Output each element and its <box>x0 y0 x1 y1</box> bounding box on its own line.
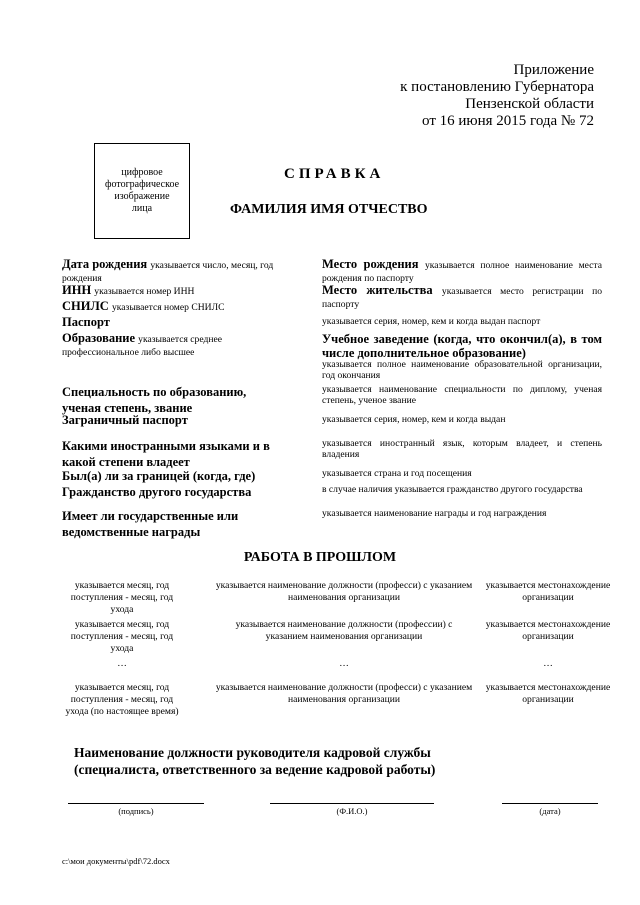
residence-hint: указывается место регистрации по паспорту <box>322 286 602 310</box>
name-line <box>270 803 434 804</box>
photo-line: фотографическое <box>104 179 180 190</box>
appendix-line: Пензенской области <box>465 96 594 112</box>
work-position: указывается наименование должности (профессии) с указанием наименования организации <box>235 619 453 642</box>
citizenship-hint: в случае наличия указывается гражданство другого государства <box>322 484 583 495</box>
birthplace-hint: указывается полное наименование места рождения по паспорту <box>322 260 603 284</box>
work-location: указывается местонахождение организации <box>485 619 611 642</box>
foreign-passport-label: Заграничный паспорт <box>62 413 188 427</box>
appendix-header <box>400 62 594 130</box>
birth-date-hint: указывается число, месяц, год рождения <box>62 260 274 284</box>
languages-field <box>62 438 292 470</box>
languages-hint: указывается иностранный язык, которым владеет, и степень владения <box>322 438 602 460</box>
foreign-passport-hint: указывается серия, номер, кем и когда выдан <box>322 414 506 425</box>
snils-field <box>62 300 302 313</box>
foreign-passport-field <box>62 414 302 427</box>
signature-label: (подпись) <box>118 806 154 816</box>
work-location: … <box>543 658 553 669</box>
work-location: указывается местонахождение организации <box>485 580 611 603</box>
work-dates: … <box>117 658 127 669</box>
document-title: СПРАВКА <box>284 166 385 182</box>
photo-line: лица <box>131 203 153 214</box>
snils-hint: указывается номер СНИЛС <box>111 302 225 313</box>
signature-line <box>68 803 204 804</box>
institution-field <box>322 332 602 360</box>
passport-hint: указывается серия, номер, кем и когда выдан паспорт <box>322 316 541 327</box>
residence-label: Место жительства <box>322 283 433 297</box>
education-hint: указывается среднее профессиональное либо высшее <box>62 334 222 358</box>
photo-placeholder <box>94 143 190 239</box>
photo-line: цифровое <box>121 167 163 178</box>
work-position: указывается наименование должности (професси) с указанием наименования организации <box>215 682 473 705</box>
passport-label: Паспорт <box>62 315 110 329</box>
work-dates: указывается месяц, год поступления - месяц, год ухода <box>70 619 174 654</box>
appendix-line: к постановлению Губернатора <box>400 79 594 95</box>
date-label: (дата) <box>539 806 561 816</box>
full-name-heading: ФАМИЛИЯ ИМЯ ОТЧЕСТВО <box>230 202 428 217</box>
snils-label: СНИЛС <box>62 299 109 313</box>
appendix-line: от 16 июня 2015 года № 72 <box>422 113 594 129</box>
abroad-field <box>62 470 302 483</box>
hr-line: (специалиста, ответственного за ведение кадровой работы) <box>74 762 436 777</box>
awards-hint: указывается наименование награды и год награждения <box>322 508 547 519</box>
citizenship-label: Гражданство другого государства <box>62 485 252 499</box>
work-dates: указывается месяц, год поступления - месяц, год ухода (по настоящее время) <box>65 682 179 717</box>
abroad-hint: указывается страна и год посещения <box>322 468 472 479</box>
photo-line: изображение <box>114 191 170 202</box>
work-position: … <box>339 658 349 669</box>
institution-hint: указывается полное наименование образовательной организации, год окончания <box>322 359 602 381</box>
education-field <box>62 332 282 358</box>
residence-field <box>322 284 602 310</box>
institution-label: Учебное заведение (когда, что окончил(а), в том числе дополнительное образование) <box>322 332 602 360</box>
awards-label: Имеет ли государственные или ведомственные награды <box>62 509 239 539</box>
inn-label: ИНН <box>62 283 92 297</box>
awards-field <box>62 508 282 540</box>
work-location: указывается местонахождение организации <box>485 682 611 705</box>
birthplace-label: Место рождения <box>322 257 419 271</box>
work-history-title: РАБОТА В ПРОШЛОМ <box>243 550 397 565</box>
inn-field <box>62 284 302 297</box>
specialty-hint: указывается наименование специальности по диплому, ученая степень, ученое звание <box>322 384 602 406</box>
education-label: Образование <box>62 331 136 345</box>
file-path-footer: c:\мои документы\pdf\72.docx <box>62 856 170 866</box>
specialty-field <box>62 384 282 416</box>
hr-position-title <box>74 744 435 778</box>
specialty-label: Специальность по образованию, ученая степень, звание <box>62 385 247 415</box>
hr-line: Наименование должности руководителя кадровой службы <box>74 745 431 760</box>
appendix-line: Приложение <box>513 62 594 78</box>
date-line <box>502 803 598 804</box>
work-dates: указывается месяц, год поступления - месяц, год ухода <box>70 580 174 615</box>
citizenship-field <box>62 486 302 499</box>
passport-field <box>62 316 302 329</box>
birth-date-field <box>62 258 302 284</box>
work-position: указывается наименование должности (професси) с указанием наименования организации <box>215 580 473 603</box>
abroad-label: Был(а) ли за границей (когда, где) <box>62 469 256 483</box>
name-label: (Ф.И.О.) <box>336 806 368 816</box>
inn-hint: указывается номер ИНН <box>94 286 195 297</box>
birthplace-field <box>322 258 602 284</box>
birth-date-label: Дата рождения <box>62 257 148 271</box>
languages-label: Какими иностранными языками и в какой степени владеет <box>62 439 270 469</box>
